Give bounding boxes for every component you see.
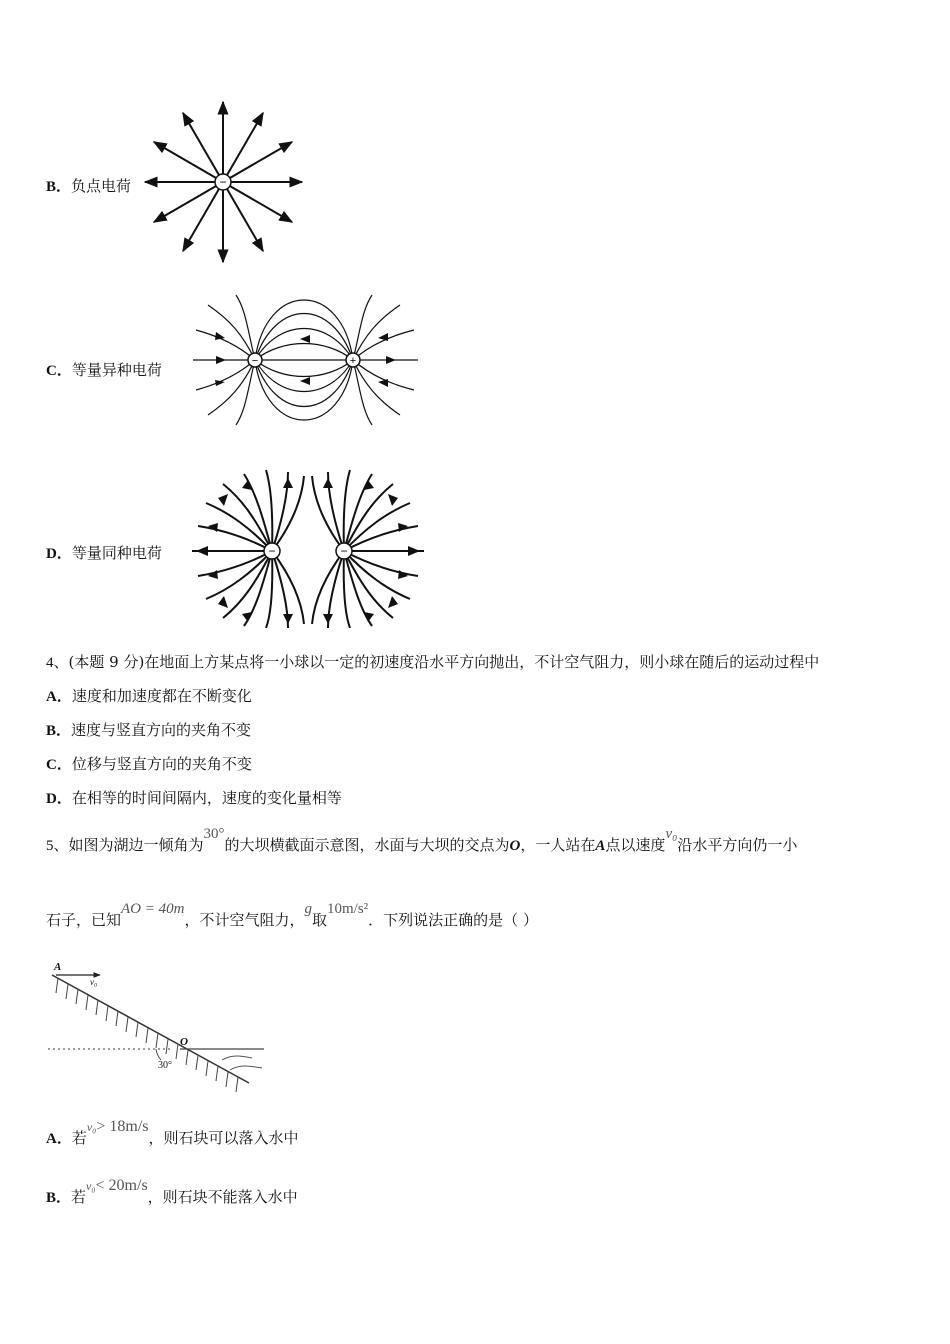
charge-sign: − — [268, 544, 276, 558]
q4-option-a — [46, 686, 252, 707]
like-charges-field-figure — [188, 468, 428, 628]
field-lines — [192, 470, 424, 628]
option-b-negative-charge — [46, 176, 131, 197]
fig-label-a: A — [54, 961, 62, 973]
dam-hatching — [56, 978, 238, 1092]
question-text: 沿水平方向仍一小 — [677, 836, 798, 854]
option-letter: B． — [46, 179, 72, 195]
option-text: 等量同种电荷 — [71, 544, 162, 562]
negative-charge-field-figure — [140, 98, 310, 268]
angle-arc — [156, 1049, 161, 1060]
option-letter: A． — [46, 1131, 72, 1147]
question-text: (本题 9 分)在地面上方某点将一小球以一定的初速度沿水平方向抛出，不计空气阻力，则小球在随后的运动过程中 — [68, 653, 820, 671]
ao-formula: AO = 40m — [121, 901, 185, 917]
charge-sign: − — [219, 175, 227, 189]
question-number: 4、 — [46, 655, 69, 671]
q5-option-b — [46, 1177, 298, 1208]
g-value-formula: 10m/s² — [327, 901, 369, 917]
option-letter: B． — [46, 1190, 72, 1206]
option-letter: A． — [46, 689, 72, 705]
question-text: ．下列说法正确的是（ ） — [368, 911, 538, 929]
point-o-label: O — [509, 838, 521, 854]
option-text: 若 — [71, 1188, 87, 1206]
q5-stem-line-2 — [46, 901, 538, 931]
v0-formula: v₀ — [86, 1120, 97, 1134]
question-text: 的大坝横截面示意图，水面与大坝的交点为 — [224, 836, 510, 854]
fig-label-v0: v₀ — [90, 977, 98, 987]
question-text: ，不计空气阻力， — [184, 911, 305, 929]
q5-stem-line-1 — [46, 826, 798, 856]
q4-option-b — [46, 720, 251, 741]
question-text: ，一人站在 — [520, 836, 596, 854]
q4-option-c — [46, 754, 252, 775]
condition-formula: > 18m/s — [96, 1118, 149, 1135]
option-text: 负点电荷 — [71, 177, 132, 195]
charge-sign: + — [349, 355, 357, 367]
v0-formula: v₀ — [665, 826, 678, 842]
question-text: 取 — [311, 911, 327, 929]
option-letter: B． — [46, 723, 72, 739]
option-text: 等量异种电荷 — [71, 361, 162, 379]
question-text: 点以速度 — [605, 836, 666, 854]
q5-option-a — [46, 1118, 299, 1149]
option-letter: D． — [46, 791, 72, 807]
charge-sign: − — [251, 355, 259, 367]
option-text: 若 — [71, 1129, 87, 1147]
g-formula: g — [304, 901, 312, 917]
option-text: 在相等的时间间隔内，速度的变化量相等 — [71, 789, 342, 807]
angle-formula: 30° — [203, 826, 225, 842]
question-number: 5、 — [46, 838, 69, 854]
option-text: ，则石块可以落入水中 — [148, 1129, 299, 1147]
point-a-label: A — [595, 838, 606, 854]
option-text: ，则石块不能落入水中 — [147, 1188, 298, 1206]
option-c-opposite-charges — [46, 360, 162, 381]
v0-formula: v₀ — [86, 1179, 96, 1193]
option-letter: C． — [46, 363, 72, 379]
question-text: 如图为湖边一倾角为 — [68, 836, 204, 854]
question-text: 石子，已知 — [46, 911, 122, 929]
opposite-charges-field-figure — [188, 290, 423, 430]
q4-stem — [46, 652, 819, 673]
option-text: 位移与竖直方向的夹角不变 — [71, 755, 252, 773]
field-lines — [193, 295, 418, 425]
dam-cross-section-figure — [44, 958, 269, 1098]
water-wave — [222, 1056, 252, 1060]
option-text: 速度与竖直方向的夹角不变 — [71, 721, 252, 739]
q4-option-d — [46, 788, 342, 809]
option-d-like-charges — [46, 543, 162, 564]
option-letter: D． — [46, 546, 72, 562]
condition-formula: < 20m/s — [95, 1177, 148, 1194]
charge-sign: − — [340, 544, 348, 558]
fig-label-angle: 30° — [158, 1060, 172, 1071]
fig-label-o: O — [180, 1036, 188, 1048]
option-text: 速度和加速度都在不断变化 — [71, 687, 252, 705]
water-wave — [230, 1066, 262, 1070]
option-letter: C． — [46, 757, 72, 773]
dam-slope-line — [52, 975, 249, 1083]
